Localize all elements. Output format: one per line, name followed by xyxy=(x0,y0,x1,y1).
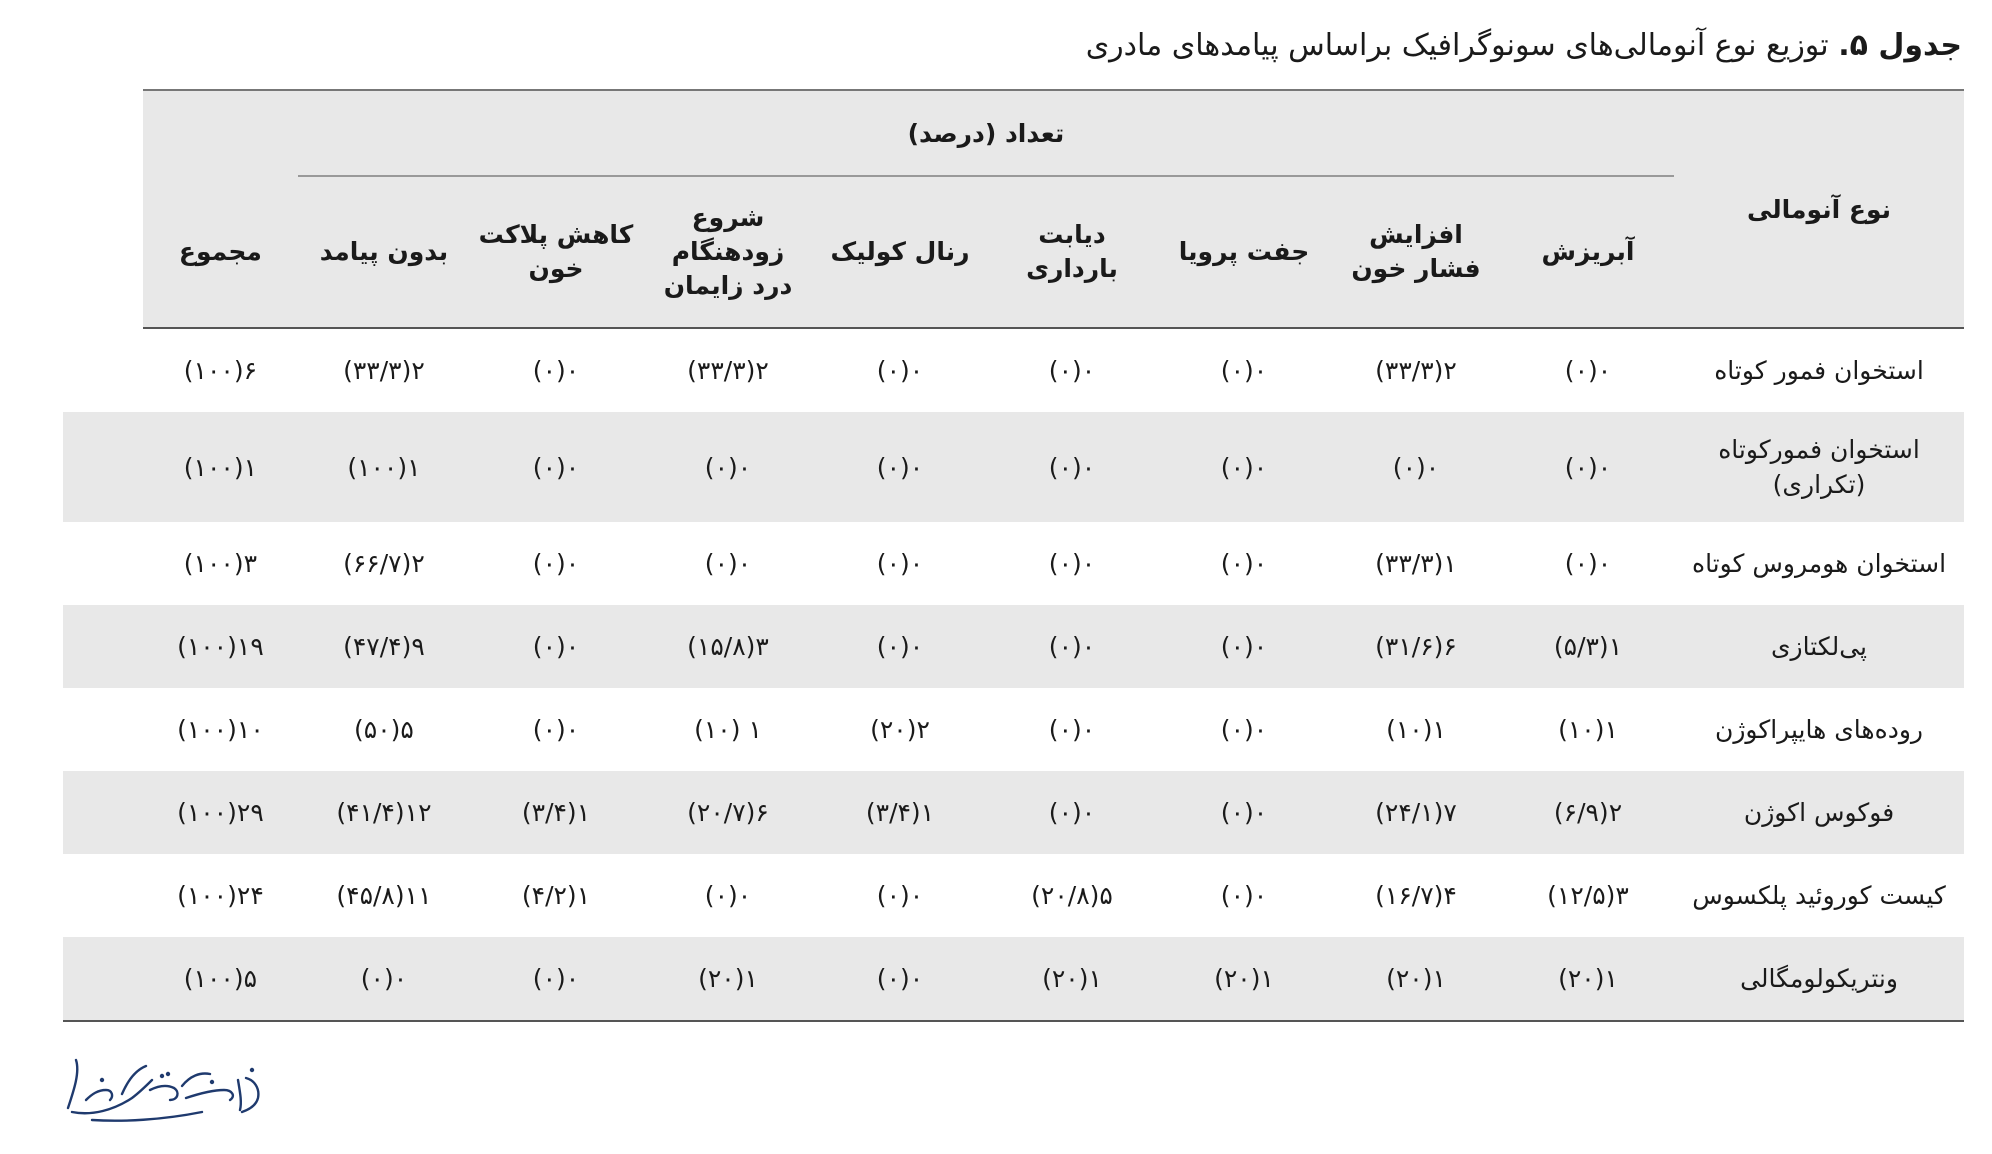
value-cell: ۱(۳/۴) xyxy=(470,771,642,854)
anomaly-name-cell: کیست کوروئید پلکسوس xyxy=(1692,881,1946,910)
value-cell: ۰(۰) xyxy=(470,605,642,688)
value-cell: ۱(۴/۲) xyxy=(521,881,591,910)
value-cell: ۰(۰) xyxy=(986,412,1158,522)
table-row xyxy=(63,328,1964,412)
value-cell: ۰(۰) xyxy=(532,549,580,578)
value-cell: ۰(۰) xyxy=(298,937,470,1021)
value-cell: ۰(۰) xyxy=(1330,412,1502,522)
value-cell: ۰(۰) xyxy=(704,881,752,910)
table-row xyxy=(63,771,1964,854)
value-cell: ۲(۶۶/۷) xyxy=(343,549,425,578)
anomaly-name-cell: ونتریکولومگالی xyxy=(1674,937,1964,1021)
row-blank-cell xyxy=(63,937,143,1021)
value-cell: ۱(۲۰) xyxy=(1158,937,1330,1021)
value-cell: ۳(۱۵/۸) xyxy=(642,605,814,688)
table-row xyxy=(63,412,1964,522)
header-blank-cell xyxy=(143,90,298,176)
value-cell: ۲۴(۱۰۰) xyxy=(177,881,264,910)
anomaly-name-cell: پی‌لکتازی xyxy=(1674,605,1964,688)
table-row xyxy=(63,522,1964,605)
caption-label: جدول ۵. xyxy=(1838,28,1962,63)
value-cell: ۰(۰) xyxy=(1220,881,1268,910)
row-blank-cell xyxy=(63,771,143,854)
table-row xyxy=(63,937,1964,1021)
value-cell: ۰(۰) xyxy=(1564,356,1612,385)
value-cell: ۲(۶/۹) xyxy=(1502,771,1674,854)
anomaly-name-cell: استخوان فمورکوتاه (تکراری) xyxy=(1674,412,1964,522)
value-cell: ۹(۴۷/۴) xyxy=(298,605,470,688)
value-cell: ۱(۲۰) xyxy=(1330,937,1502,1021)
column-header: بدون پیامد xyxy=(298,176,470,328)
table-row xyxy=(63,854,1964,937)
value-cell: ۱(۵/۳) xyxy=(1502,605,1674,688)
value-cell: ۲(۲۰) xyxy=(870,715,930,744)
column-header: دیابت بارداری xyxy=(986,176,1158,328)
value-cell: ۳(۱۲/۵) xyxy=(1547,881,1629,910)
value-cell: ۰(۰) xyxy=(532,356,580,385)
column-header: شروع زودهنگام درد زایمان xyxy=(642,176,814,328)
value-cell: ۰(۰) xyxy=(986,771,1158,854)
anomaly-name-cell: فوکوس اکوژن xyxy=(1674,771,1964,854)
value-cell: ۰(۰) xyxy=(1502,412,1674,522)
value-cell: ۳(۱۰۰) xyxy=(183,549,258,578)
value-cell: ۵(۵۰) xyxy=(354,715,414,744)
value-cell: ۲۹(۱۰۰) xyxy=(143,771,298,854)
table-row xyxy=(63,688,1964,771)
column-header: کاهش پلاکت خون xyxy=(470,176,642,328)
journal-logo-calligraphy-icon xyxy=(62,1050,272,1125)
value-cell: ۰(۰) xyxy=(1048,715,1096,744)
anomaly-outcome-table xyxy=(63,89,1964,1022)
value-cell: ۰(۰) xyxy=(814,605,986,688)
anomaly-name-cell: روده‌های هایپراکوژن xyxy=(1715,715,1923,744)
row-blank-cell xyxy=(63,412,143,522)
column-header: رنال کولیک xyxy=(814,176,986,328)
value-cell: ۱۹(۱۰۰) xyxy=(143,605,298,688)
value-cell: ۰(۰) xyxy=(1564,549,1612,578)
value-cell: ۰(۰) xyxy=(704,549,752,578)
value-cell: ۱ (۱۰) xyxy=(694,715,762,744)
value-cell: ۰(۰) xyxy=(1220,356,1268,385)
anomaly-name-cell: استخوان فمور کوتاه xyxy=(1714,356,1924,385)
caption-text: توزیع نوع آنومالی‌های سونوگرافیک براساس پیامدهای مادری xyxy=(1085,28,1829,63)
value-cell: ۰(۰) xyxy=(1158,605,1330,688)
value-cell: ۲(۳۳/۳) xyxy=(1375,356,1457,385)
value-cell: ۷(۲۴/۱) xyxy=(1330,771,1502,854)
row-blank-cell xyxy=(63,854,143,937)
value-cell: ۱(۱۰۰) xyxy=(298,412,470,522)
row-blank-cell xyxy=(63,328,143,412)
row-blank-cell xyxy=(63,688,143,771)
value-cell: ۱(۲۰) xyxy=(1502,937,1674,1021)
value-cell: ۱(۲۰) xyxy=(642,937,814,1021)
value-cell: ۰(۰) xyxy=(814,937,986,1021)
table-row xyxy=(63,605,1964,688)
anomaly-type-header: نوع آنومالی xyxy=(1674,90,1964,328)
value-cell: ۱(۳۳/۳) xyxy=(1375,549,1457,578)
value-cell: ۱(۱۰) xyxy=(1386,715,1446,744)
table-caption xyxy=(1086,28,1962,63)
value-cell: ۶(۱۰۰) xyxy=(183,356,258,385)
value-cell: ۱۱(۴۵/۸) xyxy=(336,881,432,910)
value-cell: ۱(۱۰) xyxy=(1558,715,1618,744)
table-header-group-row xyxy=(63,90,1964,176)
value-cell: ۱۰(۱۰۰) xyxy=(177,715,264,744)
value-cell: ۰(۰) xyxy=(876,356,924,385)
column-header: مجموع xyxy=(143,176,298,328)
column-header: آبریزش xyxy=(1502,176,1674,328)
value-cell: ۰(۰) xyxy=(642,412,814,522)
row-blank-cell xyxy=(63,522,143,605)
value-cell: ۰(۰) xyxy=(470,412,642,522)
value-cell: ۵(۲۰/۸) xyxy=(1031,881,1113,910)
value-cell: ۰(۰) xyxy=(1048,549,1096,578)
value-cell: ۰(۰) xyxy=(876,881,924,910)
value-cell: ۱۲(۴۱/۴) xyxy=(298,771,470,854)
value-cell: ۲(۳۳/۳) xyxy=(687,356,769,385)
value-cell: ۲(۳۳/۳) xyxy=(343,356,425,385)
value-cell: ۰(۰) xyxy=(814,412,986,522)
count-percent-header: تعداد (درصد) xyxy=(298,90,1674,176)
value-cell: ۴(۱۶/۷) xyxy=(1375,881,1457,910)
value-cell: ۶(۲۰/۷) xyxy=(642,771,814,854)
value-cell: ۶(۳۱/۶) xyxy=(1330,605,1502,688)
value-cell: ۱(۲۰) xyxy=(986,937,1158,1021)
value-cell: ۰(۰) xyxy=(1048,356,1096,385)
value-cell: ۰(۰) xyxy=(1158,412,1330,522)
value-cell: ۱(۱۰۰) xyxy=(143,412,298,522)
value-cell: ۰(۰) xyxy=(876,549,924,578)
value-cell: ۰(۰) xyxy=(1220,715,1268,744)
value-cell: ۰(۰) xyxy=(470,937,642,1021)
row-blank-cell xyxy=(63,605,143,688)
value-cell: ۱(۳/۴) xyxy=(814,771,986,854)
column-header: جفت پرویا xyxy=(1158,176,1330,328)
value-cell: ۰(۰) xyxy=(986,605,1158,688)
value-cell: ۰(۰) xyxy=(532,715,580,744)
column-header: افزایش فشار خون xyxy=(1330,176,1502,328)
anomaly-name-cell: استخوان هومروس کوتاه xyxy=(1691,549,1947,578)
value-cell: ۵(۱۰۰) xyxy=(143,937,298,1021)
value-cell: ۰(۰) xyxy=(1220,549,1268,578)
value-cell: ۰(۰) xyxy=(1158,771,1330,854)
